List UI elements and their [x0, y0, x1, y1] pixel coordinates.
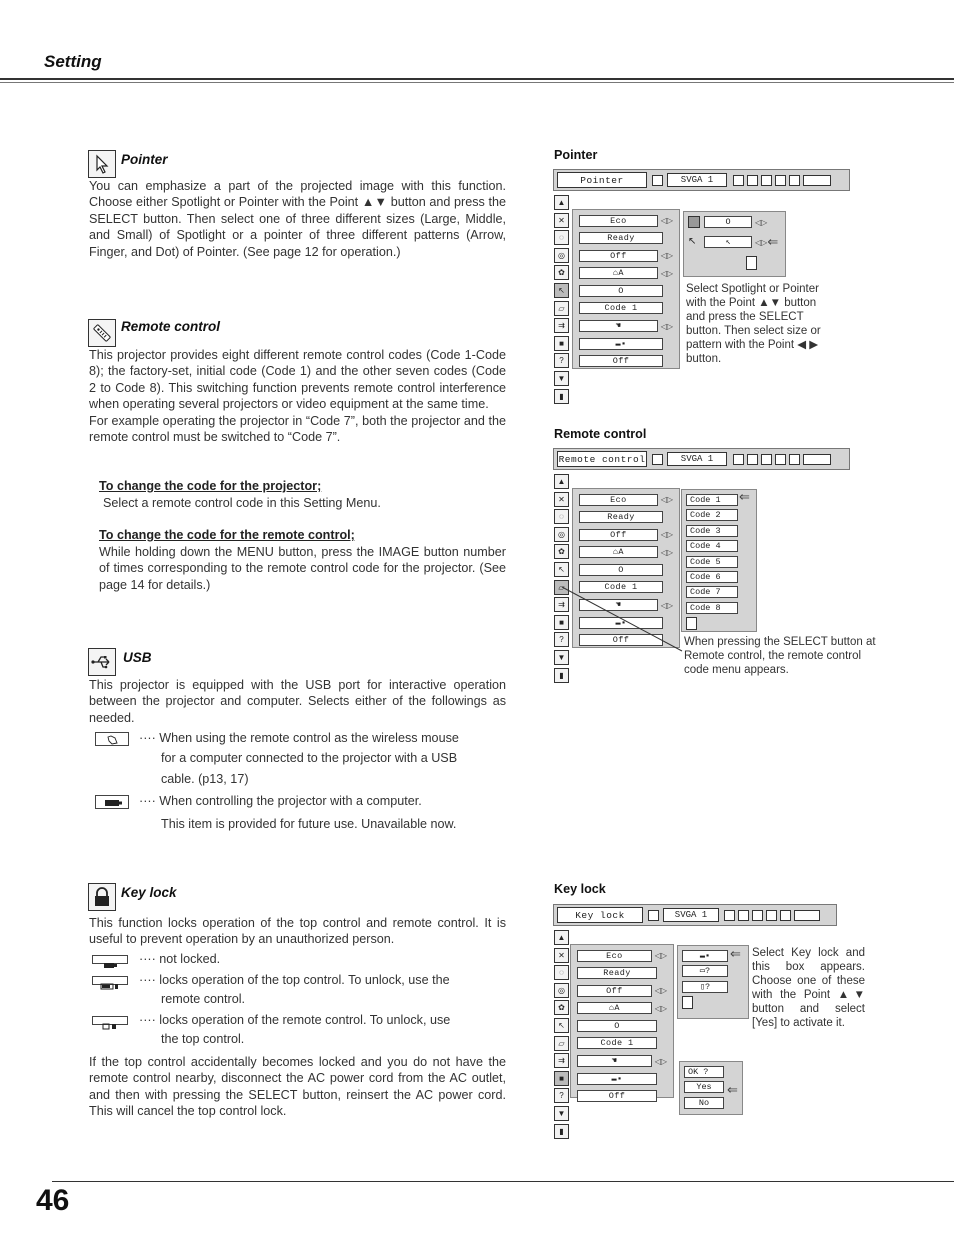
row-5[interactable]: O	[577, 1020, 657, 1032]
image-adjust-icon[interactable]	[724, 910, 735, 921]
image-adjust-icon[interactable]	[733, 454, 744, 465]
setting-icon[interactable]	[761, 175, 772, 186]
size-arrows[interactable]: ◁▷	[755, 217, 768, 227]
row-4[interactable]: ⌂A	[577, 1002, 652, 1014]
pin-icon[interactable]: ?	[554, 1088, 569, 1103]
info-icon[interactable]	[775, 175, 786, 186]
row-9[interactable]: Off	[579, 634, 663, 646]
row-4[interactable]: ⌂A	[579, 267, 658, 279]
remote-control-title: Remote control	[121, 319, 221, 334]
row-8[interactable]: ▬▪	[579, 338, 663, 350]
unlocked-icon	[92, 955, 128, 964]
key-lock-body: This function locks operation of the top control and remote control. It is useful to prevent operation by an unauthorized person.	[89, 916, 506, 947]
exit-icon[interactable]: ▮	[554, 389, 569, 404]
row-8[interactable]: ▬▪	[577, 1073, 657, 1085]
remote-panel-label: Remote control	[554, 427, 647, 441]
menu-selected-item[interactable]: Remote control	[557, 451, 647, 467]
footer-rule	[52, 1181, 954, 1182]
sound-icon[interactable]	[789, 175, 800, 186]
callout-line	[560, 585, 686, 655]
usb-item-1-cont2: cable. (p13, 17)	[161, 772, 249, 786]
code-option[interactable]: Code 5	[686, 556, 738, 568]
arrow-pointer-icon[interactable]: ↖	[688, 236, 697, 247]
down-arrow-icon[interactable]: ▼	[554, 371, 569, 386]
selection-arrow-icon: ⇐	[730, 946, 741, 961]
remote-lock-option-icon[interactable]: ▯?	[682, 981, 728, 993]
pointer-icon	[88, 150, 116, 178]
key-lock-caption: Select Key lock and this box appears. Choose one of these with the Point ▲▼ button and select [Yes] to activate it.	[752, 947, 865, 1029]
code-option[interactable]: Code 1	[686, 494, 738, 506]
row-7[interactable]: ☚	[579, 599, 658, 611]
projector-code-heading: To change the code for the projector;	[99, 479, 322, 493]
exit-icon[interactable]	[682, 996, 693, 1009]
row-6[interactable]: Code 1	[579, 302, 663, 314]
usb-icon	[88, 648, 116, 676]
header-rule	[0, 78, 954, 80]
row-4[interactable]: ⌂A	[579, 546, 658, 558]
pointer-pattern[interactable]: ↖	[704, 236, 752, 248]
remote-control-icon	[88, 319, 116, 347]
menu-selected-item[interactable]: Key lock	[557, 907, 643, 923]
usb-title: USB	[123, 650, 152, 665]
usb-item-1: ···· When using the remote control as the wireless mouse	[139, 731, 459, 745]
row-5[interactable]: O	[579, 564, 663, 576]
padlock-icon[interactable]: ■	[554, 1071, 569, 1086]
input-icon[interactable]	[648, 910, 659, 921]
input-icon[interactable]	[652, 454, 663, 465]
pointer-panel-label: Pointer	[554, 148, 598, 162]
yes-option[interactable]: Yes	[684, 1081, 724, 1093]
row-9[interactable]: Off	[577, 1090, 657, 1102]
row-8[interactable]: ▬▪	[579, 617, 663, 629]
page-number: 46	[36, 1184, 70, 1217]
up-arrow-icon[interactable]: ▲	[554, 195, 569, 210]
up-arrow-icon[interactable]: ▲	[554, 474, 569, 489]
row-7[interactable]: ☚	[577, 1055, 652, 1067]
key-lock-item-3: ···· locks operation of the remote control. To unlock, use	[139, 1013, 451, 1027]
key-lock-body-2: If the top control accidentally becomes locked and you do not have the remote control nearby, disconnect the AC power cord from the AC outlet, and then with pressing the SELECT button, reinsert the AC power cord. This will cancel the top control lock.	[89, 1055, 506, 1119]
exit-icon[interactable]	[803, 175, 831, 186]
remote-code-text: While holding down the MENU button, press the IMAGE button number of times corresponding to the remote control code for the projector. (See page 14 for details.)	[99, 545, 506, 592]
pointer-menu-bar	[553, 169, 850, 191]
pointer-icon[interactable]: ↖	[554, 1018, 569, 1033]
image-adjust-icon[interactable]	[733, 175, 744, 186]
fan-icon[interactable]: ✿	[554, 1000, 569, 1015]
screen-icon[interactable]	[747, 175, 758, 186]
usb-item-2-cont: This item is provided for future use. Unavailable now.	[161, 817, 457, 831]
pattern-arrows[interactable]: ◁▷	[755, 237, 768, 247]
computer-connect-icon	[95, 795, 129, 809]
row-2[interactable]: Ready	[579, 511, 663, 523]
remote-body-para-2: For example operating the projector in “Code 7”, both the projector and the remote control must be switched to “Code 7”.	[89, 413, 506, 445]
usb-icon[interactable]: ⇉	[554, 318, 569, 333]
row-7[interactable]: ☚	[579, 320, 658, 332]
padlock-icon	[88, 883, 116, 911]
down-arrow-icon[interactable]: ▼	[554, 1106, 569, 1121]
unlocked-option-icon[interactable]: ▬▪	[682, 950, 728, 962]
key-lock-side-icons	[554, 930, 571, 1141]
info-icon[interactable]	[775, 454, 786, 465]
top-control-lock-option-icon[interactable]: ▭?	[682, 965, 728, 977]
fan-icon[interactable]: ✿	[554, 265, 569, 280]
setting-icon[interactable]	[752, 910, 763, 921]
exit-icon[interactable]	[794, 910, 820, 921]
row-2[interactable]: Ready	[579, 232, 663, 244]
exit-icon[interactable]: ▮	[554, 1124, 569, 1139]
remote-code-submenu	[681, 489, 757, 632]
remote-icon[interactable]: ▱	[554, 301, 569, 316]
key-lock-menu-bar	[553, 904, 837, 926]
row-6[interactable]: Code 1	[579, 581, 663, 593]
lamp-icon[interactable]: ◌	[554, 509, 569, 524]
exit-icon[interactable]	[746, 256, 757, 270]
row-9[interactable]: Off	[579, 355, 663, 367]
row-1[interactable]: Eco	[577, 950, 652, 962]
selection-arrow-icon: ⇐	[767, 234, 779, 249]
code-option[interactable]: Code 8	[686, 602, 738, 614]
row-5[interactable]: O	[579, 285, 663, 297]
selection-arrow-icon: ⇐	[727, 1082, 738, 1097]
down-arrow-icon[interactable]: ▼	[554, 650, 569, 665]
spotlight-size[interactable]: O	[704, 216, 752, 228]
up-arrow-icon[interactable]: ▲	[554, 930, 569, 945]
key-lock-title: Key lock	[121, 885, 177, 900]
remote-code-heading: To change the code for the remote control;	[99, 528, 355, 542]
pointer-icon[interactable]: ↖	[554, 283, 569, 298]
code-option[interactable]: Code 6	[686, 571, 738, 583]
source-display: SVGA 1	[663, 908, 719, 922]
lamp-icon[interactable]: ◌	[554, 965, 569, 980]
sound-icon[interactable]	[789, 454, 800, 465]
auto-setup-icon[interactable]: ✕	[554, 213, 569, 228]
setting-icon[interactable]	[761, 454, 772, 465]
key-lock-item-3-cont: the top control.	[161, 1032, 245, 1046]
usb-item-1-cont: for a computer connected to the projector with a USB	[161, 751, 458, 765]
auto-setup-icon[interactable]: ✕	[554, 948, 569, 963]
input-icon[interactable]	[652, 175, 663, 186]
source-display: SVGA 1	[667, 452, 727, 466]
row-1[interactable]: Eco	[579, 494, 658, 506]
exit-icon[interactable]	[686, 617, 697, 630]
remote-control-body	[89, 347, 506, 445]
pointer-settings-panel: Eco ◁▷ Ready Off ◁▷ ⌂A ◁▷ O Code 1 ☚ ◁▷ ▬▪ Off	[572, 209, 680, 369]
projector-code-text: Select a remote control code in this Setting Menu.	[103, 496, 381, 510]
padlock-icon[interactable]: ■	[554, 336, 569, 351]
remote-body-para-1: This projector provides eight different remote control codes (Code 1-Code 8); the factory-set, initial code (Code 1) and the other seven codes (Code 2 to Code 8). This switching function prevents remote control interference when operating several projectors or video equipment at the same time.	[89, 348, 506, 412]
source-display: SVGA 1	[667, 173, 727, 187]
pointer-caption: Select Spotlight or Pointer with the Point ▲▼ button and press the SELECT button. Then select size or pattern with the Point ◀ ▶ button.	[686, 283, 821, 365]
key-lock-item-2: ···· locks operation of the top control. To unlock, use the	[139, 973, 450, 987]
screen-icon[interactable]	[738, 910, 749, 921]
usb-body: This projector is equipped with the USB port for interactive operation between the projector and computer. Selects either of the followings as needed.	[89, 678, 506, 725]
key-lock-item-2-cont: remote control.	[161, 992, 245, 1006]
code-option[interactable]: Code 2	[686, 509, 738, 521]
lamp-icon[interactable]: ◌	[554, 230, 569, 245]
row-1[interactable]: Eco	[579, 215, 658, 227]
row-3[interactable]: Off	[579, 529, 658, 541]
usb-icon[interactable]: ⇉	[554, 597, 569, 612]
code-option[interactable]: Code 3	[686, 525, 738, 537]
remote-lock-icon	[92, 1016, 128, 1025]
row-3[interactable]: Off	[579, 250, 658, 262]
selection-arrow-icon: ⇐	[739, 489, 750, 504]
fan-icon[interactable]: ✿	[554, 544, 569, 559]
remote-icon[interactable]: ▱	[554, 1036, 569, 1051]
remote-menu-bar	[553, 448, 850, 470]
row-3[interactable]: Off	[577, 985, 652, 997]
code-option[interactable]: Code 4	[686, 540, 738, 552]
key-lock-settings-panel: Eco ◁▷ Ready Off ◁▷ ⌂A ◁▷ O Code 1 ☚ ◁▷ ▬▪ Off	[570, 944, 674, 1098]
standby-icon[interactable]: ◎	[554, 983, 569, 998]
key-lock-item-1: ···· not locked.	[139, 952, 221, 966]
menu-selected-item[interactable]: Pointer	[557, 172, 647, 188]
header-rule-thin	[0, 82, 954, 83]
exit-icon[interactable]	[803, 454, 831, 465]
spotlight-icon[interactable]	[688, 216, 700, 228]
mouse-hand-icon	[95, 732, 129, 746]
top-control-lock-icon	[92, 976, 128, 985]
code-option[interactable]: Code 7	[686, 586, 738, 598]
pin-icon[interactable]: ?	[554, 632, 569, 647]
usb-icon[interactable]: ⇉	[554, 1053, 569, 1068]
confirm-prompt: OK ?	[684, 1066, 724, 1078]
exit-icon[interactable]: ▮	[554, 668, 569, 683]
sound-icon[interactable]	[780, 910, 791, 921]
pointer-title: Pointer	[121, 152, 168, 167]
remote-settings-panel: Eco ◁▷ Ready Off ◁▷ ⌂A ◁▷ O Code 1 ☚ ◁▷ ▬▪ Off	[572, 488, 680, 648]
remote-caption: When pressing the SELECT button at Remote control, the remote control code menu appears.	[684, 636, 876, 676]
remote-icon[interactable]: ▱	[554, 580, 569, 595]
screen-icon[interactable]	[747, 454, 758, 465]
padlock-icon[interactable]: ■	[554, 615, 569, 630]
key-lock-panel-label: Key lock	[554, 882, 606, 896]
row-2[interactable]: Ready	[577, 967, 657, 979]
usb-item-2: ···· When controlling the projector with a computer.	[139, 794, 422, 808]
row-6[interactable]: Code 1	[577, 1037, 657, 1049]
section-header-title: Setting	[44, 52, 102, 71]
no-option[interactable]: No	[684, 1097, 724, 1109]
info-icon[interactable]	[766, 910, 777, 921]
pointer-sub-panel	[683, 211, 786, 277]
pin-icon[interactable]: ?	[554, 353, 569, 368]
standby-icon[interactable]: ◎	[554, 527, 569, 542]
pointer-body: You can emphasize a part of the projected image with this function. Choose either Spotlight or Pointer with the Point ▲▼ button and press the SELECT button. Then select one of three different sizes (Large, Middle, and Small) of Spotlight or a pointer of three different patterns (Arrow, Finger, and Dot) of Pointer. (See page 12 for operation.)	[89, 179, 506, 259]
standby-icon[interactable]: ◎	[554, 248, 569, 263]
pointer-icon[interactable]: ↖	[554, 562, 569, 577]
auto-setup-icon[interactable]: ✕	[554, 492, 569, 507]
pointer-side-icons	[554, 195, 571, 406]
